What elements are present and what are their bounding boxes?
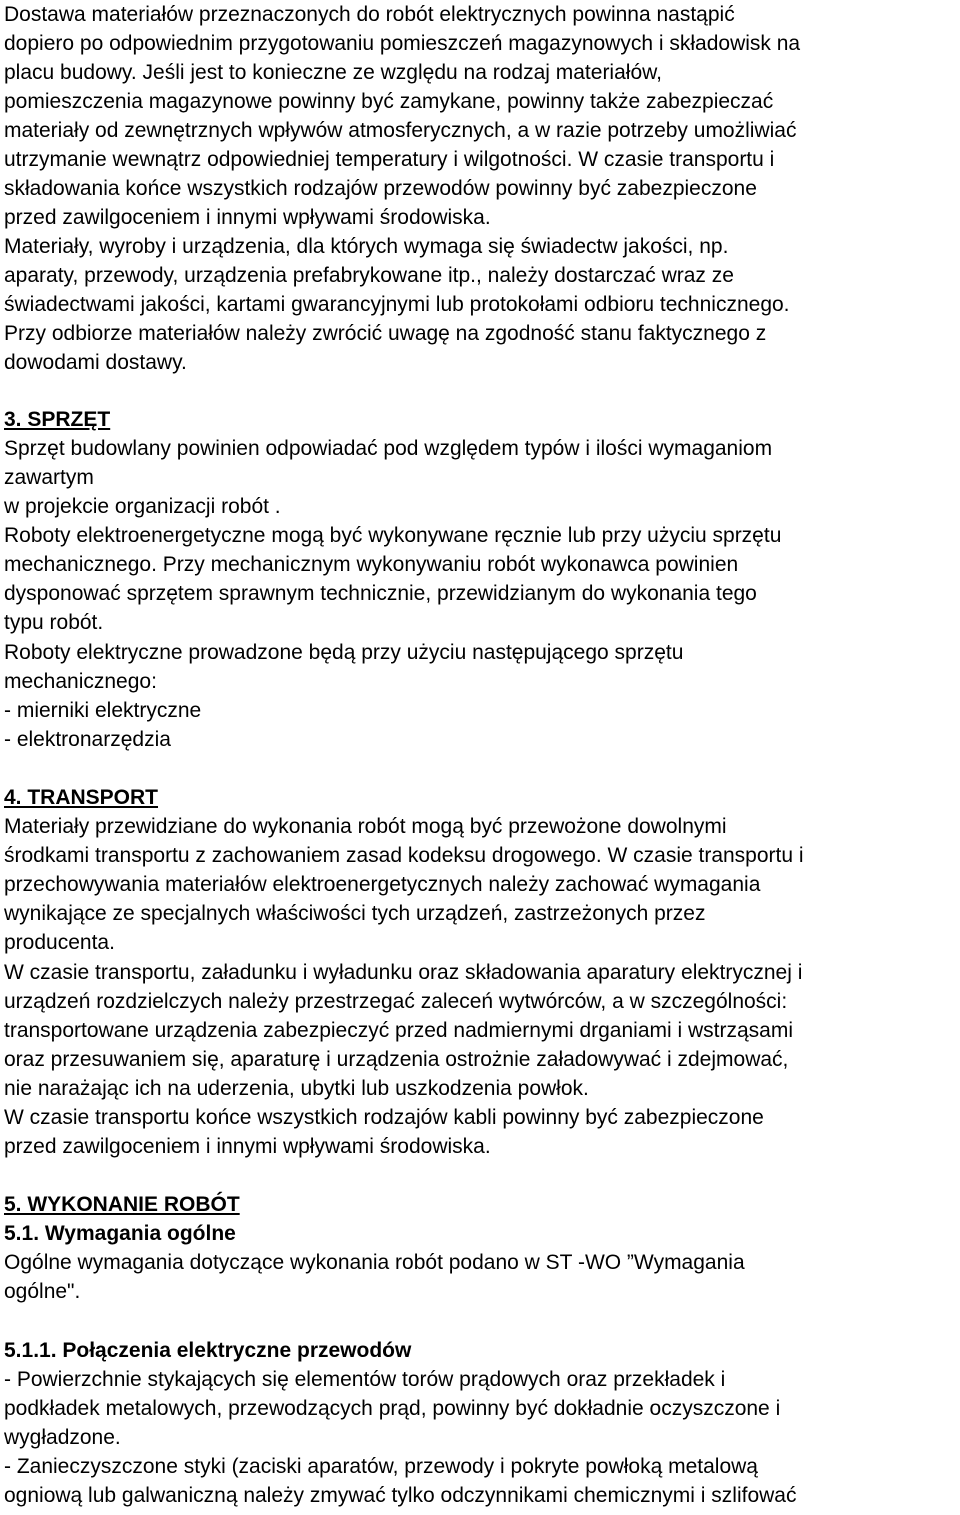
paragraph-line: placu budowy. Jeśli jest to konieczne ze względu na rodzaj materiałów, — [4, 61, 662, 84]
paragraph-line: przechowywania materiałów elektroenergetycznych należy zachować wymagania — [4, 873, 761, 896]
paragraph-line: Przy odbiorze materiałów należy zwrócić uwagę na zgodność stanu faktycznego z — [4, 322, 767, 345]
paragraph-line: dysponować sprzętem sprawnym technicznie, przewidzianym do wykonania tego — [4, 582, 757, 605]
paragraph-line: ogólne". — [4, 1280, 81, 1303]
paragraph-line: transportowane urządzenia zabezpieczyć przed nadmiernymi drganiami i wstrząsami — [4, 1019, 794, 1042]
paragraph-line: w projekcie organizacji robót . — [4, 495, 281, 518]
subsection-heading-general: 5.1. Wymagania ogólne — [4, 1222, 236, 1245]
paragraph-line: aparaty, przewody, urządzenia prefabrykowane itp., należy dostarczać wraz ze — [4, 264, 734, 287]
paragraph-line: ogniową lub galwaniczną należy zmywać tylko odczynnikami chemicznymi i szlifować — [4, 1484, 797, 1507]
paragraph-line: - Zanieczyszczone styki (zaciski aparatów, przewody i pokryte powłoką metalową — [4, 1455, 758, 1478]
paragraph-line: Sprzęt budowlany powinien odpowiadać pod względem typów i ilości wymaganiom — [4, 437, 773, 460]
section-heading-execution: 5. WYKONANIE ROBÓT — [4, 1193, 240, 1216]
paragraph-line: dopiero po odpowiednim przygotowaniu pomieszczeń magazynowych i składowisk na — [4, 32, 801, 55]
paragraph-line: urządzeń rozdzielczych należy przestrzegać zaleceń wytwórców, a w szczególności: — [4, 990, 788, 1013]
paragraph-line: mechanicznego: — [4, 670, 157, 693]
paragraph-line: - Powierzchnie stykających się elementów torów prądowych oraz przekładek i — [4, 1368, 726, 1391]
list-item: - mierniki elektryczne — [4, 699, 202, 722]
paragraph-line: podkładek metalowych, przewodzących prąd, powinny być dokładnie oczyszczone i — [4, 1397, 781, 1420]
paragraph-line: materiały od zewnętrznych wpływów atmosferycznych, a w razie potrzeby umożliwiać — [4, 119, 797, 142]
paragraph-line: producenta. — [4, 931, 115, 954]
paragraph-line: Materiały przewidziane do wykonania robót mogą być przewożone dowolnymi — [4, 815, 727, 838]
paragraph-line: Materiały, wyroby i urządzenia, dla których wymaga się świadectw jakości, np. — [4, 235, 729, 258]
paragraph-line: mechanicznego. Przy mechanicznym wykonywaniu robót wykonawca powinien — [4, 553, 739, 576]
paragraph-line: Ogólne wymagania dotyczące wykonania robót podano w ST -WO ”Wymagania — [4, 1251, 745, 1274]
paragraph-line: Roboty elektroenergetyczne mogą być wykonywane ręcznie lub przy użyciu sprzętu — [4, 524, 782, 547]
section-heading-equipment: 3. SPRZĘT — [4, 408, 111, 431]
paragraph-line: dowodami dostawy. — [4, 351, 187, 374]
paragraph-line: świadectwami jakości, kartami gwarancyjnymi lub protokołami odbioru technicznego. — [4, 293, 790, 316]
section-heading-transport: 4. TRANSPORT — [4, 786, 159, 809]
subsection-heading-connections: 5.1.1. Połączenia elektryczne przewodów — [4, 1339, 412, 1362]
paragraph-line: Roboty elektryczne prowadzone będą przy użyciu następującego sprzętu — [4, 641, 684, 664]
paragraph-line: wynikające ze specjalnych właściwości tych urządzeń, zastrzeżonych przez — [4, 902, 706, 925]
paragraph-line: utrzymanie wewnątrz odpowiedniej temperatury i wilgotności. W czasie transportu i — [4, 148, 775, 171]
list-item: - elektronarzędzia — [4, 728, 171, 751]
paragraph-line: przed zawilgoceniem i innymi wpływami środowiska. — [4, 206, 491, 229]
paragraph-line: wygładzone. — [4, 1426, 121, 1449]
paragraph-line: typu robót. — [4, 611, 104, 634]
paragraph-line: W czasie transportu, załadunku i wyładunku oraz składowania aparatury elektrycznej i — [4, 961, 803, 984]
paragraph-line: zawartym — [4, 466, 94, 489]
paragraph-line: W czasie transportu końce wszystkich rodzajów kabli powinny być zabezpieczone — [4, 1106, 764, 1129]
paragraph-line: nie narażając ich na uderzenia, ubytki lub uszkodzenia powłok. — [4, 1077, 589, 1100]
paragraph-line: składowania końce wszystkich rodzajów przewodów powinny być zabezpieczone — [4, 177, 757, 200]
paragraph-line: oraz przesuwaniem się, aparaturę i urządzenia ostrożnie załadowywać i zdejmować, — [4, 1048, 789, 1071]
paragraph-line: Dostawa materiałów przeznaczonych do robót elektrycznych powinna nastąpić — [4, 3, 735, 26]
paragraph-line: przed zawilgoceniem i innymi wpływami środowiska. — [4, 1135, 491, 1158]
paragraph-line: środkami transportu z zachowaniem zasad kodeksu drogowego. W czasie transportu i — [4, 844, 804, 867]
paragraph-line: pomieszczenia magazynowe powinny być zamykane, powinny także zabezpieczać — [4, 90, 774, 113]
